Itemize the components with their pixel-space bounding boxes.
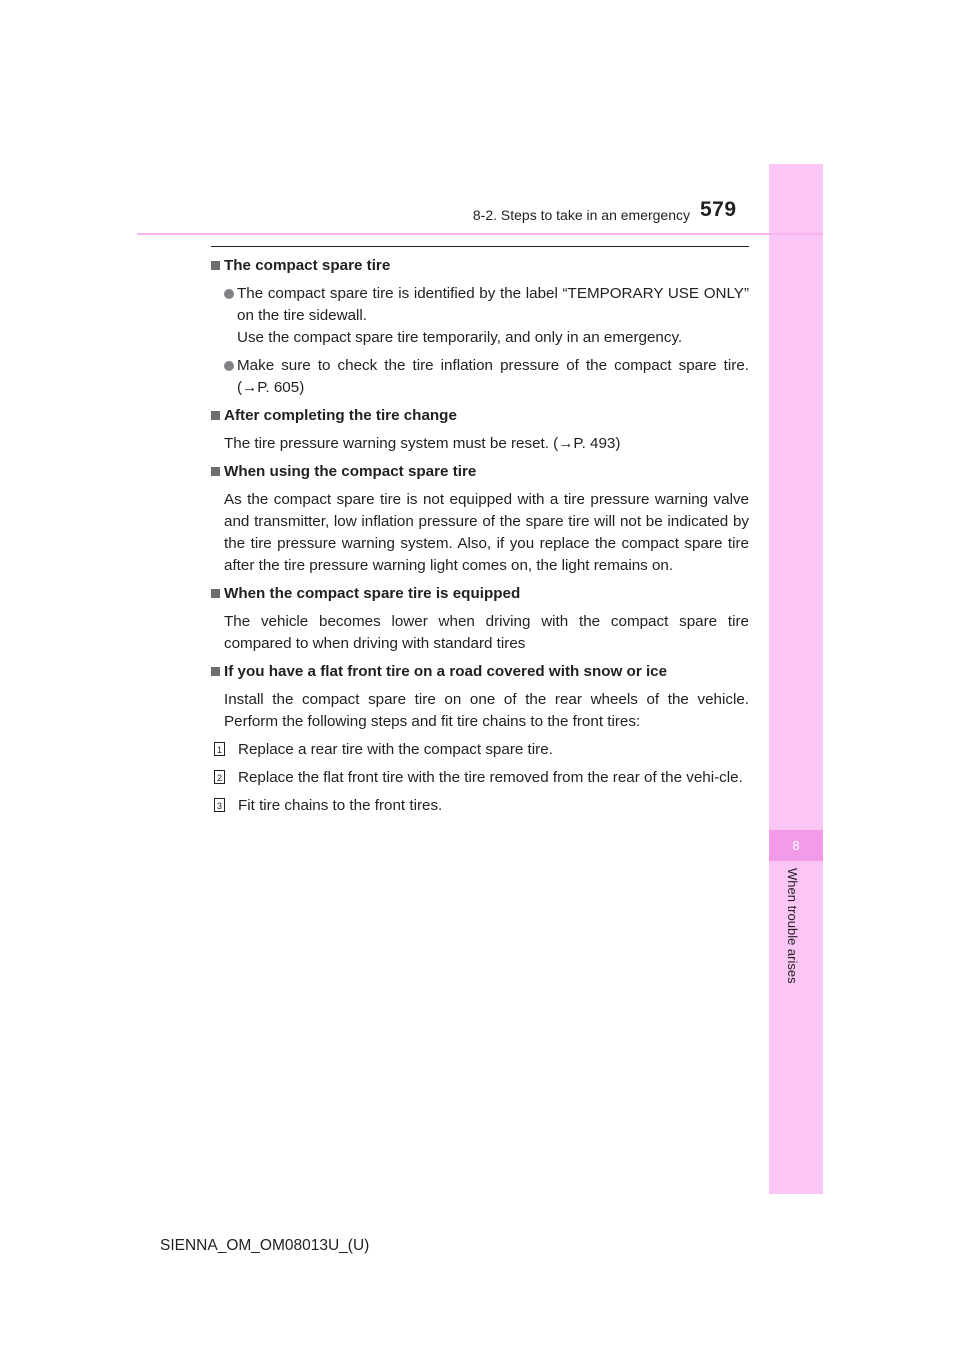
header-rule xyxy=(137,233,823,235)
chapter-number: 8 xyxy=(792,838,800,853)
square-bullet-icon xyxy=(211,589,220,598)
section-heading: When using the compact spare tire xyxy=(211,461,749,483)
document-code: SIENNA_OM_OM08013U_(U) xyxy=(160,1237,370,1254)
page-content xyxy=(211,255,749,817)
step-item: 1 Replace a rear tire with the compact spare tire. xyxy=(211,739,749,761)
section-text: Install the compact spare tire on one of the rear wheels of the vehicle. Perform the following steps and fit tire chains to the front tires: xyxy=(224,691,749,730)
section-heading: When the compact spare tire is equipped xyxy=(211,583,749,605)
section-heading: If you have a flat front tire on a road covered with snow or ice xyxy=(211,661,749,683)
step-number-box: 2 xyxy=(214,770,225,784)
square-bullet-icon xyxy=(211,467,220,476)
circle-bullet-icon xyxy=(224,289,234,299)
page-number: 579 xyxy=(700,198,737,221)
square-bullet-icon xyxy=(211,667,220,676)
step-item: 3 Fit tire chains to the front tires. xyxy=(211,795,749,817)
bullet-item: Make sure to check the tire inflation pressure of the compact spare tire. (→P. 605) xyxy=(211,355,749,399)
section-text: The tire pressure warning system must be reset. (→P. 493) xyxy=(224,435,621,452)
content-top-rule xyxy=(211,246,749,247)
square-bullet-icon xyxy=(211,411,220,420)
step-number-box: 1 xyxy=(214,742,225,756)
step-number-box: 3 xyxy=(214,798,225,812)
square-bullet-icon xyxy=(211,261,220,270)
section-text: The vehicle becomes lower when driving with the compact spare tire compared to when driving with standard tires xyxy=(224,613,749,652)
section-title: 8-2. Steps to take in an emergency xyxy=(472,207,690,223)
section-heading: After completing the tire change xyxy=(211,405,749,427)
section-heading: The compact spare tire xyxy=(211,255,749,277)
chapter-side-tab xyxy=(769,164,823,1194)
section-text: As the compact spare tire is not equipped with a tire pressure warning valve and transmitter, low inflation pressure of the spare tire will not be indicated by the tire pressure warning system. Also, if you replace the compact spare tire after the tire pressure warning light comes on, the light remains on. xyxy=(224,491,749,574)
step-item: 2 Replace the flat front tire with the tire removed from the rear of the vehi-cle. xyxy=(211,767,749,789)
circle-bullet-icon xyxy=(224,361,234,371)
chapter-title: When trouble arises xyxy=(785,868,800,984)
bullet-item: The compact spare tire is identified by the label “TEMPORARY USE ONLY” on the tire sidewall. Use the compact spare tire temporarily, and only in an emergency. xyxy=(211,283,749,349)
